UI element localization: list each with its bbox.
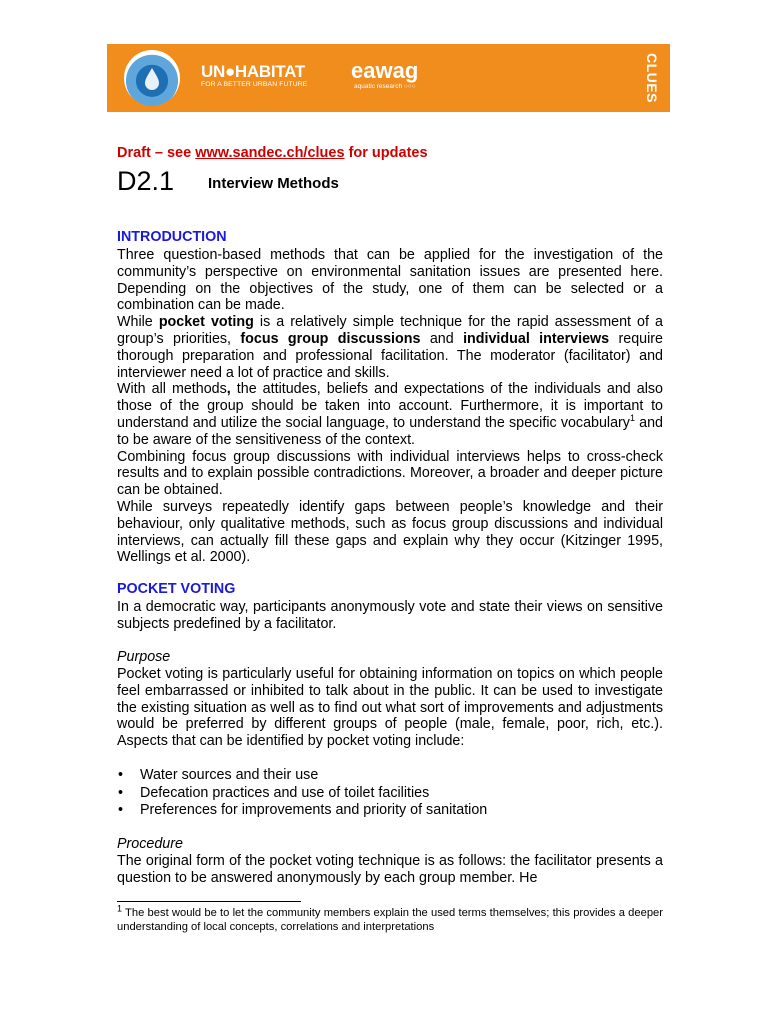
clues-logo: CLUES [644, 53, 660, 103]
header-banner [107, 44, 670, 112]
document-id: D2.1 [117, 166, 175, 196]
document-title: Interview Methods [208, 175, 339, 192]
footnote-divider [117, 901, 301, 902]
intro-paragraph-2: While pocket voting is a relatively simple technique for the rapid assessment of a group’s priorities, focus group discussions and individual interviews require thorough preparation and professional facilitation. The moderator (facilitator) and interviewer need a lot of practice and skills. [117, 314, 663, 381]
un-habitat-logo: UN●HABITAT [201, 62, 305, 81]
introduction-heading: INTRODUCTION [117, 229, 227, 245]
aspects-list [117, 767, 663, 820]
footnote: $^1$ The best would be to let the community members explain the used terms themselves; this provides a deeper understanding of local concepts, correlations and interpretations [117, 903, 663, 933]
eawag-tagline: aquatic research ○○○ [354, 83, 416, 90]
pocket-voting-intro: In a democratic way, participants anonymously vote and state their views on sensitive subjects predefined by a facilitator. [117, 599, 663, 632]
un-habitat-tagline: FOR A BETTER URBAN FUTURE [201, 81, 308, 88]
introduction-body [117, 247, 663, 566]
purpose-heading: Purpose [117, 649, 171, 665]
procedure-body: The original form of the pocket voting technique is as follows: the facilitator presents a question to be answered anonymously by each group member. He [117, 853, 663, 886]
list-item: • Water sources and their use [117, 767, 663, 785]
purpose-body: Pocket voting is particularly useful for obtaining information on topics on which people feel embarrassed or inhibited to talk about in the public. It can be used to investigate the existing situation as well as to find out what sort of improvements and adjustments would be preferred by different groups of people (male, female, poor, rich, etc.). Aspects that can be identified by pocket voting include: [117, 666, 663, 750]
sandec-link[interactable]: www.sandec.ch/clues [195, 145, 345, 161]
intro-paragraph-1: Three question-based methods that can be applied for the investigation of the community’s perspective on environmental sanitation issues are presented here. Depending on the objectives of the study, one of them can be selected or a combination can be made. [117, 247, 663, 314]
pocket-voting-heading: POCKET VOTING [117, 581, 236, 597]
intro-paragraph-4: Combining focus group discussions with individual interviews helps to cross-check results and to explain possible contradictions. Moreover, a broader and deeper picture can be obtained. [117, 448, 663, 499]
procedure-heading: Procedure [117, 836, 183, 852]
seal-drop-icon [124, 50, 180, 106]
list-item: • Defecation practices and use of toilet facilities [117, 785, 663, 803]
intro-paragraph-5: While surveys repeatedly identify gaps between people’s knowledge and their behaviour, only qualitative methods, such as focus group discussions and individual interviews, can actually fill these gaps and explain why they occur (Kitzinger 1995, Wellings et al. 2000). [117, 498, 663, 566]
intro-paragraph-3: With all methods, the attitudes, beliefs and expectations of the individuals and also those of the group should be taken into account. Furthermore, it is important to understand and utilize the social language, to understand the specific vocabulary$^1$ and to be aware of the sensitiveness of the context. [117, 381, 664, 448]
eawag-logo: eawag [351, 58, 419, 83]
draft-notice: Draft – see www.sandec.ch/clues for updates [117, 145, 428, 161]
list-item: • Preferences for improvements and priority of sanitation [117, 802, 663, 820]
footnote-reference: 1 [629, 413, 635, 424]
